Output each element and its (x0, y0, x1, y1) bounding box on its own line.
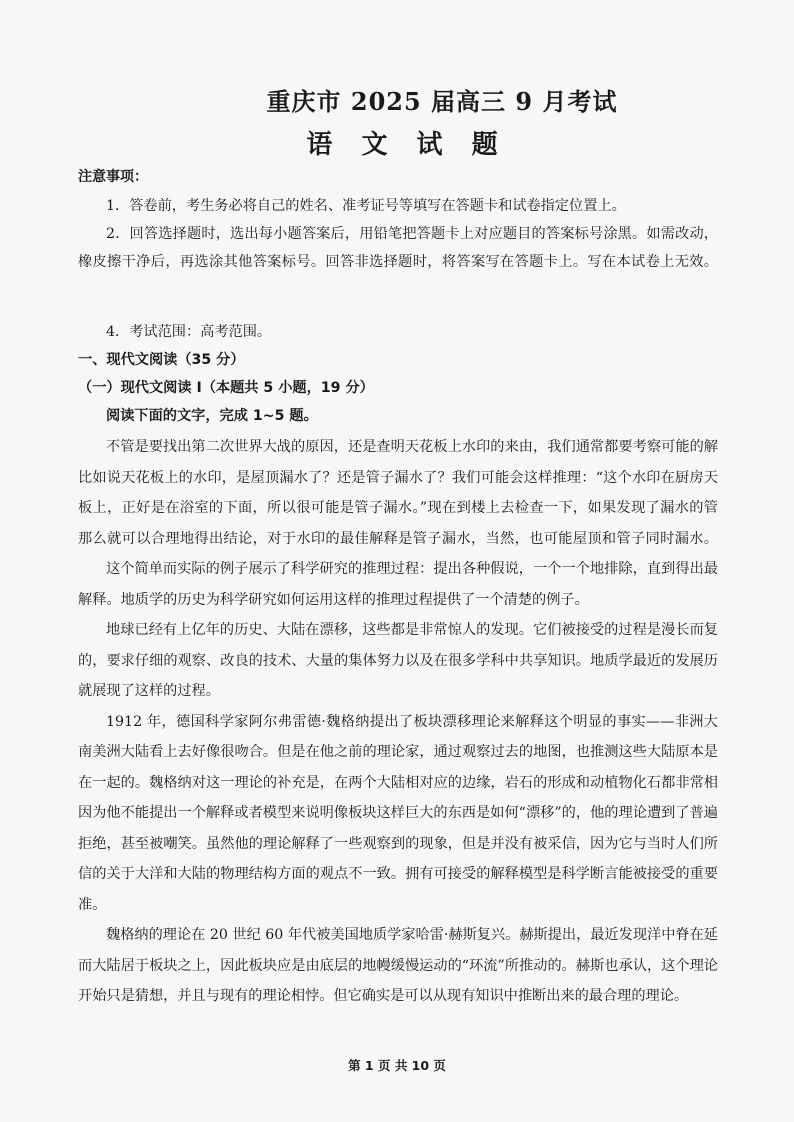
reading-passage (78, 432, 718, 1012)
reading-instruction: 阅读下面的文字，完成 1~5 题。 (106, 408, 318, 424)
passage-line: 这个简单而实际的例子展示了科学研究的推理过程：提出各种假说，一个一个地排除，直到得出最 (106, 561, 718, 577)
notice-item: 橡皮擦干净后，再选涂其他答案标号。回答非选择题时，将答案写在答题卡上。写在本试卷上无效。 (78, 254, 718, 270)
passage-line: 就展现了这样的过程。 (78, 683, 220, 699)
paragraph (78, 432, 718, 554)
passage-line: 南美洲大陆看上去好像很吻合。但是在他之前的理论家，通过观察过去的地图，也推测这些大陆原本是 (78, 744, 718, 760)
passage-line: 不管是要找出第二次世界大战的原因，还是查明天花板上水印的来由，我们通常都要考察可能的解 (106, 439, 718, 455)
paragraph (78, 707, 718, 921)
paragraph (78, 615, 718, 707)
passage-line: 魏格纳的理论在 20 世纪 60 年代被美国地质学家哈雷·赫斯复兴。赫斯提出，最近发现洋中脊在延 (106, 927, 718, 943)
page-number: 第 1 页 共 10 页 (348, 1058, 446, 1073)
passage-line: 那么就可以合理地得出结论，对于水印的最佳解释是管子漏水，当然，也可能屋顶和管子同时漏水。 (78, 530, 718, 547)
passage-line: 解释。地质学的历史为科学研究如何运用这样的推理过程提供了一个清楚的例子。 (78, 591, 589, 608)
subject-title: 语 文 试 题 (306, 130, 508, 160)
passage-line: 准。 (78, 896, 107, 913)
paragraph (78, 554, 718, 615)
passage-line: 而大陆居于板块之上，因此板块应是由底层的地幔缓慢运动的“环流”所推动的。赫斯也承认，这个理论 (78, 957, 718, 974)
notice-item: 1．答卷前，考生务必将自己的姓名、准考证号等填写在答题卡和试卷指定位置上。 (106, 198, 626, 214)
passage-line: 拒绝，甚至被嘲笑。虽然他的理论解释了一些观察到的现象，但是并没有被采信，因为它与当时人们所 (78, 835, 718, 852)
notice-items-cont (78, 318, 718, 346)
paragraph (78, 920, 718, 1012)
notice-heading: 注意事项： (78, 169, 148, 185)
passage-line: 地球已经有上亿年的历史、大陆在漂移，这些都是非常惊人的发现。它们被接受的过程是漫长而复 (106, 622, 718, 638)
section-heading: 一、现代文阅读（35 分） (78, 352, 245, 368)
sub-section-heading: （一）现代文阅读 I（本题共 5 小题，19 分） (78, 380, 374, 396)
passage-line: 在一起的。魏格纳对这一理论的补充是，在两个大陆相对应的边缘，岩石的形成和动植物化石都非常相 (78, 774, 718, 791)
exam-title: 重庆市 2025 届高三 9 月考试 (266, 87, 618, 116)
passage-line: 信的关于大洋和大陆的物理结构方面的观点不一致。拥有可接受的解释模型是科学断言能被接受的重要 (78, 866, 718, 882)
notice-items (78, 192, 718, 276)
section-block (78, 346, 718, 430)
notice-item: 4．考试范围：高考范围。 (106, 324, 272, 340)
passage-line: 1912 年，德国科学家阿尔弗雷德·魏格纳提出了板块漂移理论来解释这个明显的事实——非洲大 (106, 713, 718, 730)
passage-line: 开始只是猜想，并且与现有的理论相悖。但它确实是可以从现有知识中推断出来的最合理的理论。 (78, 988, 689, 1004)
notice-item: 2．回答选择题时，选出每小题答案后，用铅笔把答题卡上对应题目的答案标号涂黑。如需改动， (106, 226, 718, 242)
passage-line: 因为他不能提出一个解释或者模型来说明像板块这样巨大的东西是如何“漂移”的，他的理论遭到了普遍 (78, 805, 718, 821)
passage-line: 板上，正好是在浴室的下面，所以很可能是管子漏水。”现在到楼上去检查一下，如果发现了漏水的管 (78, 500, 718, 516)
passage-line: 比如说天花板上的水印，是屋顶漏水了？还是管子漏水了？我们可能会这样推理：“这个水印在厨房天 (78, 469, 718, 486)
passage-line: 的，要求仔细的观察、改良的技术、大量的集体努力以及在很多学科中共享知识。地质学最近的发展历 (78, 652, 718, 669)
